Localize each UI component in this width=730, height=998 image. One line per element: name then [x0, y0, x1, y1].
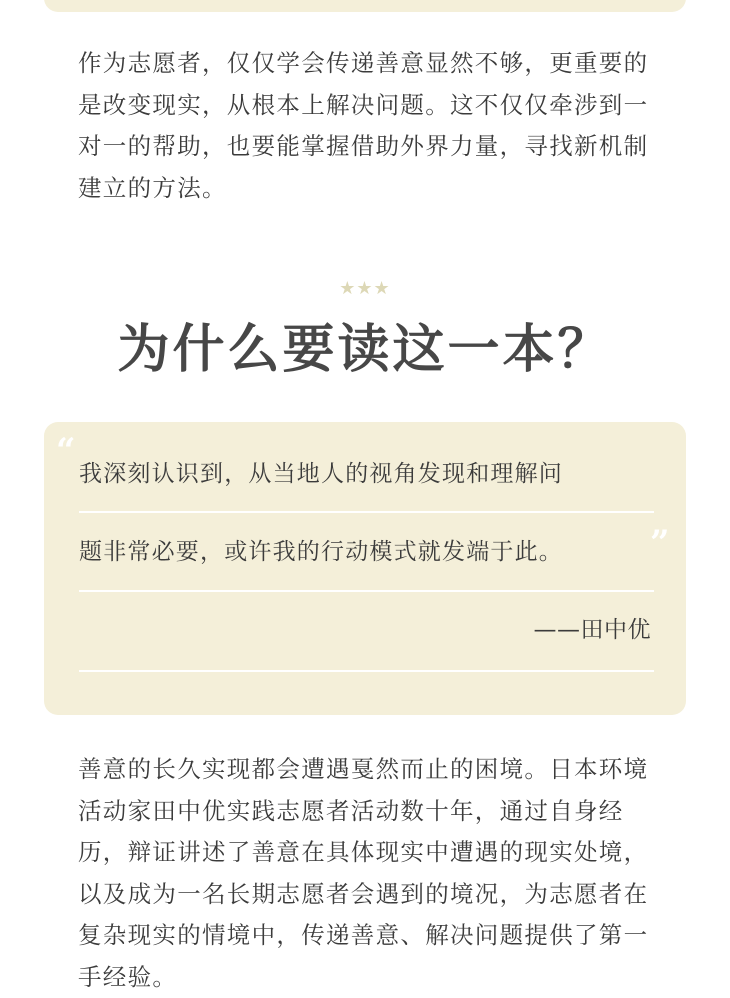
quote-divider — [79, 590, 654, 592]
section-title: 为什么要读这一本？ — [117, 319, 613, 380]
previous-card-edge — [44, 0, 686, 12]
decorative-stars: ★★★ — [339, 278, 391, 299]
open-quote-icon: “ — [56, 431, 76, 471]
quote-divider — [79, 511, 654, 513]
quote-author: ——田中优 — [533, 617, 651, 643]
quote-card — [44, 422, 686, 715]
intro-paragraph: 作为志愿者，仅仅学会传递善意显然不够，更重要的是改变现实，从根本上解决问题。这不仅仅牵涉到一对一的帮助，也要能掌握借助外界力量，寻找新机制建立的方法。 — [78, 49, 649, 202]
quote-line: 我深刻认识到，从当地人的视角发现和理解问 — [79, 461, 563, 487]
quote-line: 题非常必要，或许我的行动模式就发端于此。 — [79, 539, 563, 565]
quote-divider — [79, 670, 654, 672]
close-quote-icon: ” — [650, 523, 670, 563]
body-paragraph: 善意的长久实现都会遭遇戛然而止的困境。日本环境活动家田中优实践志愿者活动数十年，通过自身经历，辩证讲述了善意在具体现实中遭遇的现实处境，以及成为一名长期志愿者会遇到的境况，为志愿者在复杂现实的情境中，传递善意、解决问题提供了第一手经验。 — [78, 755, 649, 991]
